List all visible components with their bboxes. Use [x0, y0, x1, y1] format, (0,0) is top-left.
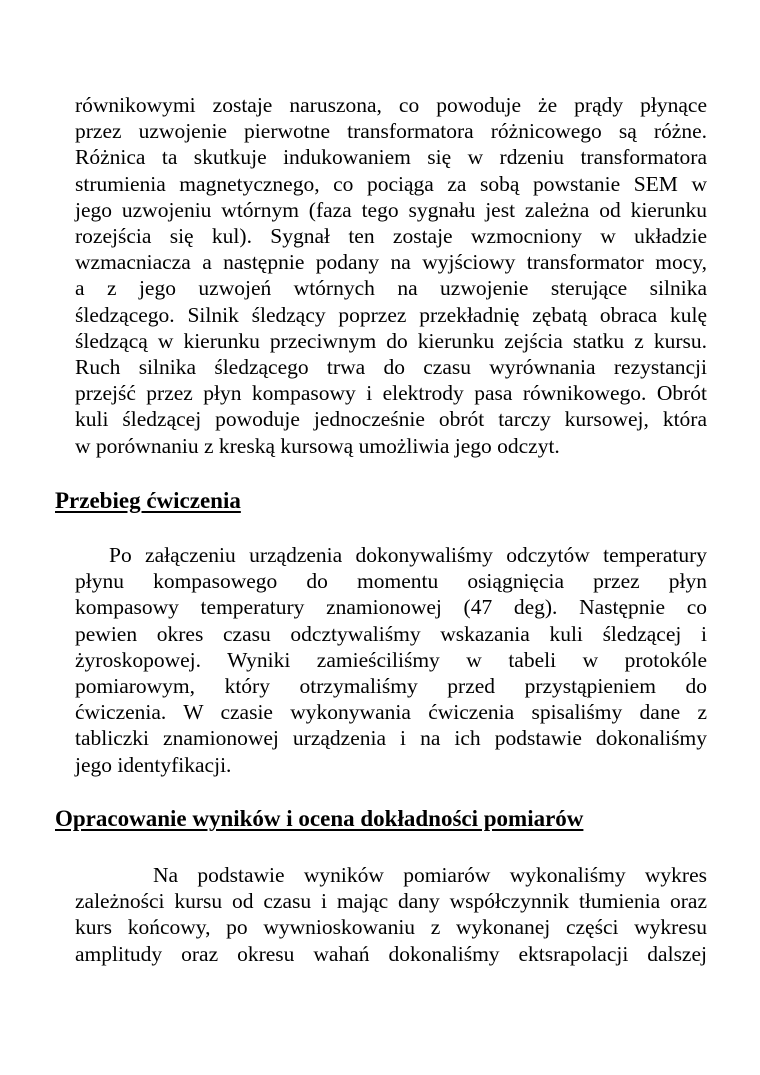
- text-line: kuli śledzącej powoduje jednocześnie obrót tarczy kursowej, która: [75, 407, 707, 432]
- text-line: Różnica ta skutkuje indukowaniem się w rdzeniu transformatora: [75, 145, 707, 170]
- text-line: wzmacniacza a następnie podany na wyjściowy transformator mocy,: [75, 250, 707, 275]
- text-line: przejść przez płyn kompasowy i elektrody pasa równikowego. Obrót: [75, 381, 707, 406]
- text-line: a z jego uzwojeń wtórnych na uzwojenie sterujące silnika: [75, 276, 707, 301]
- paragraph-results-analysis: [75, 862, 707, 967]
- text-line: kompasowy temperatury znamionowej (47 deg). Następnie co: [75, 595, 707, 620]
- text-line: równikowymi zostaje naruszona, co powoduje że prądy płynące: [75, 93, 707, 117]
- text-line: strumienia magnetycznego, co pociąga za sobą powstanie SEM w: [75, 171, 707, 196]
- text-line: zależności kursu od czasu i mając dany współczynnik tłumienia oraz: [75, 889, 707, 914]
- text-line: Po załączeniu urządzenia dokonywaliśmy odczytów temperatury: [109, 543, 707, 567]
- text-line: śledzącą w kierunku przeciwnym do kierunku zejścia statku z kursu.: [75, 328, 707, 353]
- text-line: ćwiczenia. W czasie wykonywania ćwiczenia spisaliśmy dane z: [75, 700, 707, 725]
- text-line: jego identyfikacji.: [75, 752, 232, 777]
- text-line: Ruch silnika śledzącego trwa do czasu wyrównania rezystancji: [75, 355, 707, 380]
- text-line: kurs końcowy, po wywnioskowaniu z wykonanej części wykresu: [75, 915, 707, 940]
- text-line: rozejścia się kul). Sygnał ten zostaje wzmocniony w układzie: [75, 224, 707, 249]
- text-line: amplitudy oraz okresu wahań dokonaliśmy ektsrapolacji dalszej: [75, 941, 707, 966]
- text-line: jego uzwojeniu wtórnym (faza tego sygnału jest zależna od kierunku: [75, 197, 707, 222]
- text-line: pomiarowym, który otrzymaliśmy przed przystąpieniem do: [75, 674, 707, 699]
- text-line: w porównaniu z kreską kursową umożliwia jego odczyt.: [75, 433, 560, 458]
- text-line: pewien okres czasu odcztywaliśmy wskazania kuli śledzącej i: [75, 621, 707, 646]
- text-line: przez uzwojenie pierwotne transformatora różnicowego są różne.: [75, 119, 707, 144]
- paragraph-exercise-procedure: [75, 542, 707, 778]
- text-line: płynu kompasowego do momentu osiągnięcia przez płyn: [75, 569, 707, 594]
- section-heading-opracowanie: Opracowanie wyników i ocena dokładności pomiarów: [55, 806, 584, 831]
- text-line: śledzącego. Silnik śledzący poprzez przekładnię zębatą obraca kulę: [75, 302, 707, 327]
- text-line: żyroskopowej. Wyniki zamieściliśmy w tabeli w protokóle: [75, 647, 707, 672]
- section-heading-przebieg: Przebieg ćwiczenia: [55, 488, 241, 513]
- paragraph-compass-operation: [75, 92, 707, 459]
- text-line: Na podstawie wyników pomiarów wykonaliśmy wykres: [153, 863, 707, 887]
- text-line: tabliczki znamionowej urządzenia i na ich podstawie dokonaliśmy: [75, 726, 707, 751]
